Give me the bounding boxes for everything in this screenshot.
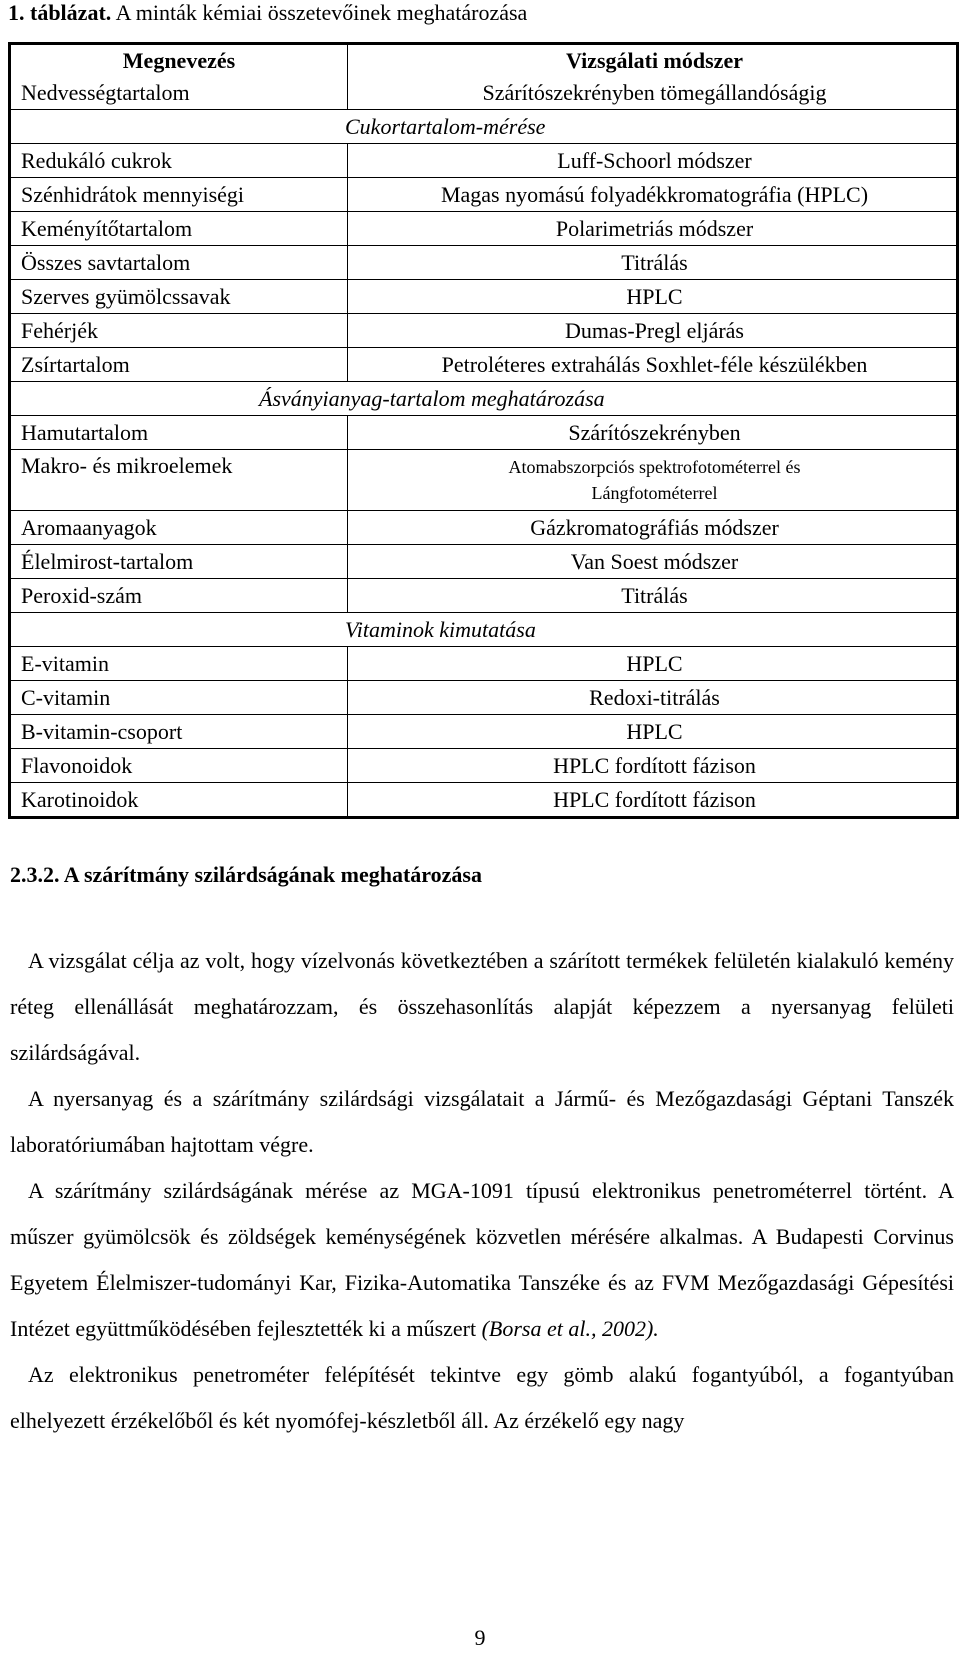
- row-name: Makro- és mikroelemek: [10, 450, 348, 511]
- table-caption-title: A minták kémiai összetevőinek meghatározása: [115, 0, 528, 25]
- table-row: [10, 783, 958, 818]
- chemical-components-table: [8, 42, 959, 819]
- table-row: [10, 647, 958, 681]
- section-row-mineral: [10, 382, 958, 416]
- row-method: Redoxi-titrálás: [348, 681, 958, 715]
- table-caption-label: 1. táblázat.: [8, 0, 112, 25]
- row-method: [348, 450, 958, 511]
- table-row: [10, 144, 958, 178]
- row-method: Polarimetriás módszer: [348, 212, 958, 246]
- paragraph-3: [10, 1168, 954, 1352]
- row-method: Magas nyomású folyadékkromatográfia (HPLC): [348, 178, 958, 212]
- table-row: [10, 681, 958, 715]
- row-name: Hamutartalom: [10, 416, 348, 450]
- row-name: E-vitamin: [10, 647, 348, 681]
- paragraph-1: A vizsgálat célja az volt, hogy vízelvonás következtében a szárított termékek felületén kialakuló kemény réteg ellenállását meghatározzam, és összehasonlítás alapját képezzem a nyersanyag felületi szilárdságával.: [10, 948, 954, 1065]
- table-row: [10, 246, 958, 280]
- row-name: Karotinoidok: [10, 783, 348, 818]
- row-method: Gázkromatográfiás módszer: [348, 511, 958, 545]
- table-row: [10, 280, 958, 314]
- section-vitamin-title: Vitaminok kimutatása: [10, 613, 958, 647]
- row-method: HPLC: [348, 280, 958, 314]
- row-method: HPLC: [348, 647, 958, 681]
- section-mineral-title: Ásványianyag-tartalom meghatározása: [10, 382, 958, 416]
- row-method: Titrálás: [348, 579, 958, 613]
- row-name: Peroxid-szám: [10, 579, 348, 613]
- row-method: Titrálás: [348, 246, 958, 280]
- table-row: [10, 749, 958, 783]
- row-method: Dumas-Pregl eljárás: [348, 314, 958, 348]
- table-row: [10, 314, 958, 348]
- table-row: [10, 545, 958, 579]
- section-heading: 2.3.2. A szárítmány szilárdságának meghatározása: [10, 862, 482, 887]
- paragraph-4: Az elektronikus penetrométer felépítését tekintve egy gömb alakú fogantyúból, a fogantyúban elhelyezett érzékelőből és két nyomófej-készletből áll. Az érzékelő egy nagy: [10, 1362, 954, 1433]
- row-name: Szerves gyümölcssavak: [10, 280, 348, 314]
- row-name: Keményítőtartalom: [10, 212, 348, 246]
- table-row: [10, 76, 958, 110]
- paragraph-3-text: A szárítmány szilárdságának mérése az MGA-1091 típusú elektronikus penetrométerrel történt. A műszer gyümölcsök és zöldségek keménységének közvetlen mérésére alkalmas. A Budapesti Corvinus Egyetem Élelmiszer-tudományi Kar, Fizika-Automatika Tanszéke és az FVM Mezőgazdasági Gépesítési Intézet együttműködésében fejlesztették ki a műszert: [10, 1178, 954, 1341]
- row-name: C-vitamin: [10, 681, 348, 715]
- row-method: Van Soest módszer: [348, 545, 958, 579]
- row-method-line-2: Lángfotométerrel: [591, 483, 718, 503]
- header-name: Megnevezés: [10, 44, 348, 77]
- section-row-vitamin: [10, 613, 958, 647]
- table-row: [10, 212, 958, 246]
- row-method: Petroléteres extrahálás Soxhlet-féle készülékben: [348, 348, 958, 382]
- table-header-row: [10, 44, 958, 77]
- row-method-line-1: Atomabszorpciós spektrofotométerrel és: [508, 457, 801, 477]
- row-name: B-vitamin-csoport: [10, 715, 348, 749]
- table-row: [10, 416, 958, 450]
- row-method: Szárítószekrényben tömegállandóságig: [348, 76, 958, 110]
- table-row: [10, 450, 958, 511]
- table-caption: [8, 0, 527, 26]
- table-row: [10, 579, 958, 613]
- citation: (Borsa et al., 2002).: [481, 1316, 659, 1341]
- row-name: Fehérjék: [10, 314, 348, 348]
- row-method: Szárítószekrényben: [348, 416, 958, 450]
- section-row-sugar: [10, 110, 958, 144]
- header-method: Vizsgálati módszer: [566, 47, 743, 73]
- row-method: HPLC fordított fázison: [553, 786, 756, 812]
- row-method: HPLC: [348, 715, 958, 749]
- paragraph-2: A nyersanyag és a szárítmány szilárdsági vizsgálatait a Jármű- és Mezőgazdasági Géptani Tanszék laboratóriumában hajtottam végre.: [10, 1086, 954, 1157]
- row-name: Redukáló cukrok: [10, 144, 348, 178]
- row-name: Nedvességtartalom: [10, 76, 348, 110]
- row-method: HPLC fordított fázison: [348, 749, 958, 783]
- row-name: Flavonoidok: [10, 749, 348, 783]
- section-sugar-title: Cukortartalom-mérése: [10, 110, 958, 144]
- row-name: Zsírtartalom: [10, 348, 348, 382]
- row-name: Aromaanyagok: [10, 511, 348, 545]
- table-row: [10, 178, 958, 212]
- table-row: [10, 511, 958, 545]
- table-row: [10, 715, 958, 749]
- body-text: [10, 938, 954, 1444]
- row-name: Élelmirost-tartalom: [10, 545, 348, 579]
- row-name: Szénhidrátok mennyiségi: [10, 178, 348, 212]
- row-method: Luff-Schoorl módszer: [348, 144, 958, 178]
- row-name: Összes savtartalom: [10, 246, 348, 280]
- table-row: [10, 348, 958, 382]
- page-number: 9: [474, 1625, 486, 1650]
